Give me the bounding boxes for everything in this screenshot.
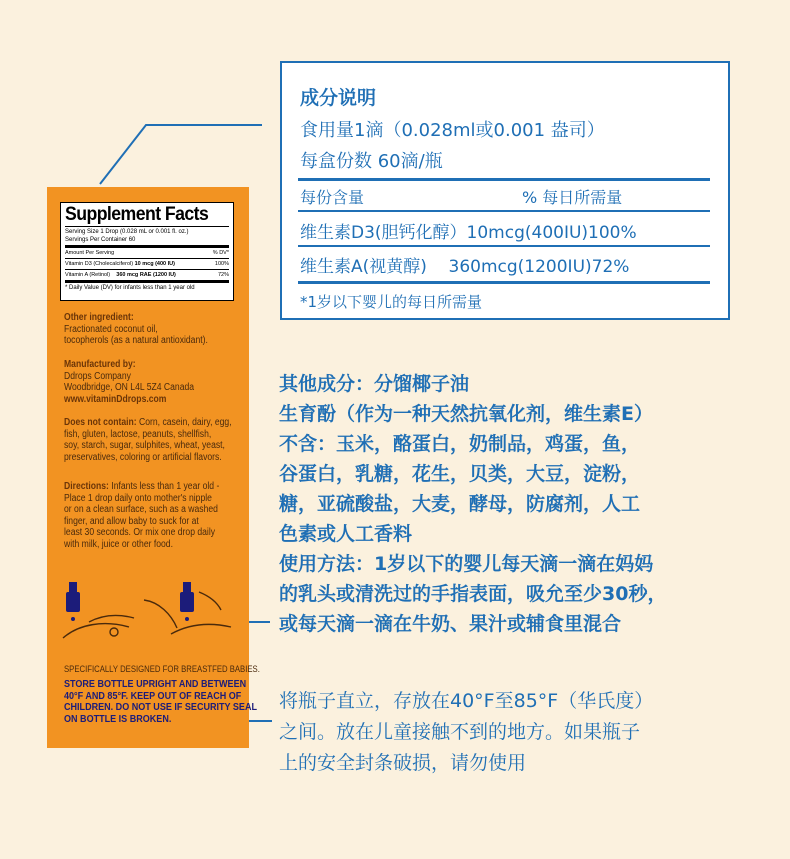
manufactured-title: Manufactured by: bbox=[64, 359, 136, 370]
other-ingredient-line: tocopherols (as a natural antioxidant). bbox=[64, 335, 208, 346]
translation-ingredients-directions bbox=[279, 369, 666, 639]
other-ingredient-section bbox=[64, 312, 217, 347]
info-divider bbox=[298, 245, 710, 247]
directions-line: Infants less than 1 year old - bbox=[108, 481, 220, 492]
info-divider bbox=[298, 178, 710, 181]
amount-header-row bbox=[65, 249, 229, 257]
directions-line: least 30 seconds. Or mix one drop daily bbox=[64, 527, 216, 538]
dropper-illustration bbox=[59, 572, 239, 642]
ingredient-info-box bbox=[280, 61, 730, 320]
not-contain-line: Corn, casein, dairy, egg, bbox=[136, 417, 232, 428]
not-contain-line: 玉米，酪蛋白，奶制品，鸡蛋，鱼， bbox=[336, 433, 641, 455]
directions-section bbox=[64, 481, 220, 550]
nutrient-row bbox=[65, 260, 229, 268]
manufacturer-line: Woodbridge, ON L4L 5Z4 Canada bbox=[64, 382, 195, 393]
nutrient-amount: 360 mcg RAE (1200 IU) bbox=[116, 272, 176, 278]
not-contain-line: preservatives, coloring or artificial flavors. bbox=[64, 451, 222, 463]
storage-translation-line: 上的安全封条破损，请勿使用 bbox=[279, 752, 527, 774]
directions-line: finger, and allow baby to suck for at bbox=[64, 515, 199, 527]
info-title: 成分说明 bbox=[300, 87, 377, 109]
storage-line: CHILDREN. DO NOT USE IF SECURITY SEAL bbox=[64, 701, 258, 713]
info-serving: 食用量1滴（0.028ml或0.001 盎司） bbox=[300, 120, 605, 141]
nutrient-row bbox=[65, 271, 229, 279]
other-label: 其他成分： bbox=[279, 373, 375, 395]
supplement-facts-title: Supplement Facts bbox=[65, 204, 209, 225]
nutrient-amount: 10 mcg (400 IU) bbox=[134, 261, 175, 267]
manufacturer-section bbox=[64, 359, 217, 405]
servings-per-container: Servings Per Container 60 bbox=[65, 237, 136, 243]
product-label bbox=[47, 187, 260, 748]
not-contain-section bbox=[64, 417, 232, 463]
info-divider bbox=[298, 210, 710, 212]
nutrient-dv: 72% bbox=[217, 272, 229, 278]
usage-label: 使用方法： bbox=[279, 553, 375, 575]
info-row-vitamin-a: 维生素A(视黄醇) 360mcg(1200IU)72% bbox=[300, 257, 630, 277]
connector-supplement-facts bbox=[100, 125, 262, 184]
not-contain-line: 色素或人工香料 bbox=[279, 523, 413, 545]
nutrient-name: Vitamin A (Retinol) bbox=[65, 272, 111, 278]
other-value: 分馏椰子油 bbox=[374, 373, 470, 395]
not-contain-line: 糖，亚硫酸盐，大麦，酵母，防腐剂，人工 bbox=[279, 493, 641, 515]
info-divider bbox=[298, 281, 710, 284]
info-dv-header: % 每日所需量 bbox=[522, 188, 623, 207]
nutrient-name: Vitamin D3 (Cholecalciferol) bbox=[65, 261, 134, 267]
not-contain-line: fish, gluten, lactose, peanuts, shellfish, bbox=[64, 428, 212, 440]
other-ingredient-title: Other ingredient: bbox=[64, 312, 134, 323]
usage-line: 的乳头或清洗过的手指表面，吸允至少30秒， bbox=[279, 583, 667, 605]
usage-line: 1岁以下的婴儿每天滴一滴在妈妈 bbox=[374, 553, 654, 575]
directions-line: Place 1 drop daily onto mother's nipple bbox=[64, 492, 212, 504]
not-contain-line: 谷蛋白，乳糖，花生，贝类，大豆，淀粉， bbox=[279, 463, 641, 485]
storage-line: STORE BOTTLE UPRIGHT AND BETWEEN bbox=[64, 678, 247, 690]
info-count: 每盒份数 60滴/瓶 bbox=[300, 151, 443, 172]
storage-line: 40°F AND 85°F. KEEP OUT OF REACH OF bbox=[64, 689, 242, 702]
manufacturer-line: Ddrops Company bbox=[64, 370, 131, 382]
translation-storage bbox=[279, 686, 653, 779]
storage-warning bbox=[64, 678, 258, 725]
dv-note: * Daily Value (DV) for infants less than 1 year old bbox=[65, 285, 195, 291]
amount-header: Amount Per Serving bbox=[65, 250, 115, 256]
not-contain-label: 不含： bbox=[279, 433, 337, 455]
storage-translation-line: 之间。放在儿童接触不到的地方。如果瓶子 bbox=[279, 721, 641, 743]
storage-line: ON BOTTLE IS BROKEN. bbox=[64, 712, 172, 725]
directions-line: or on a clean surface, such as a washed bbox=[64, 504, 218, 515]
not-contain-line: soy, starch, sugar, sulphites, wheat, yeast, bbox=[64, 440, 225, 451]
info-row-vitamin-d3: 维生素D3(胆钙化醇）10mcg(400IU)100% bbox=[300, 223, 637, 243]
supplement-facts-panel bbox=[60, 202, 234, 301]
serving-size: Serving Size 1 Drop (0.028 mL or 0.001 fl. oz.) bbox=[65, 229, 189, 235]
storage-translation-line: 将瓶子直立，存放在40°F至85°F（华氏度） bbox=[279, 690, 654, 712]
designed-note: SPECIFICALLY DESIGNED FOR BREASTFED BABIES. bbox=[64, 664, 260, 674]
tocopherol-line: 生育酚（作为一种天然抗氧化剂，维生素E） bbox=[279, 403, 653, 425]
directions-title: Directions: bbox=[64, 481, 109, 492]
info-note: *1岁以下婴儿的每日所需量 bbox=[300, 293, 483, 311]
info-amount-header: 每份含量 bbox=[300, 188, 365, 207]
other-ingredient-line: Fractionated coconut oil, bbox=[64, 323, 158, 335]
nutrient-dv: 100% bbox=[214, 261, 229, 267]
usage-line: 或每天滴一滴在牛奶、果汁或辅食里混合 bbox=[279, 613, 622, 635]
directions-line: with milk, juice or other food. bbox=[64, 538, 173, 550]
not-contain-title: Does not contain: bbox=[64, 417, 137, 428]
website: www.vitaminDdrops.com bbox=[64, 393, 167, 405]
dv-header: % DV* bbox=[212, 250, 229, 256]
